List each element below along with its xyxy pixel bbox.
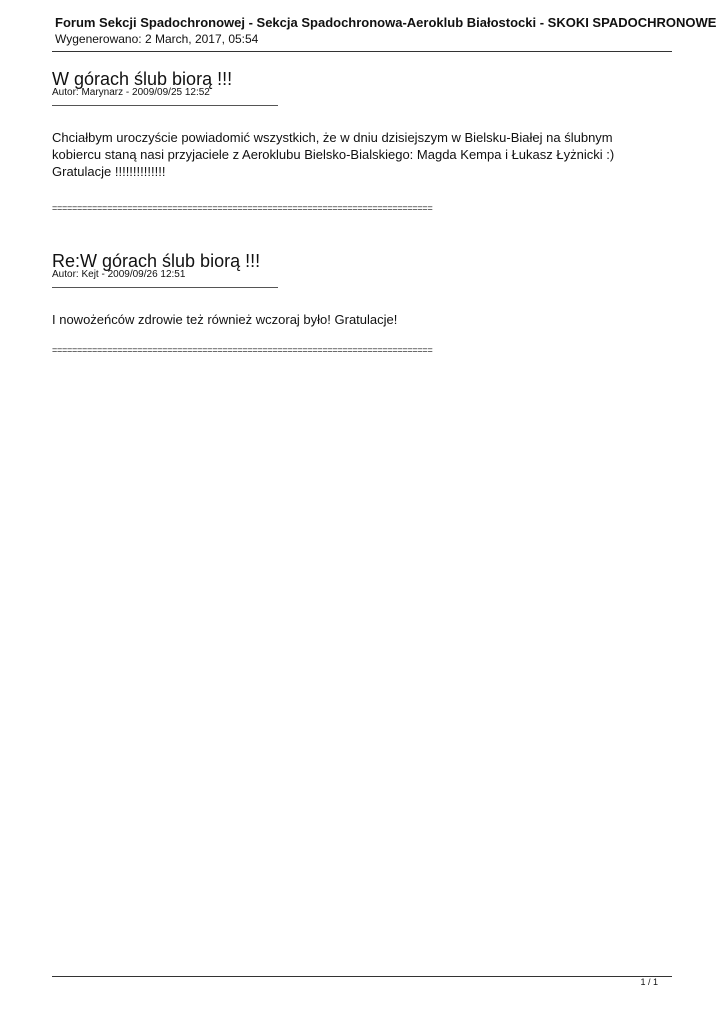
post-title: Re:W górach ślub biorą !!! <box>52 251 261 271</box>
post-title: W górach ślub biorą !!! <box>52 69 233 89</box>
post-paragraph: I nowożeńców zdrowie też również wczoraj było! Gratulacje! <box>52 312 398 327</box>
generated-date: Wygenerowano: 2 March, 2017, 05:54 <box>55 32 259 46</box>
post <box>52 252 652 355</box>
post-body <box>52 129 652 180</box>
post-divider <box>52 105 278 106</box>
post-paragraph: Gratulacje !!!!!!!!!!!!!! <box>52 164 166 179</box>
post-paragraph: Chciałbym uroczyście powiadomić wszystkich, że w dniu dzisiejszym w Bielsku-Białej na ślubnym kobiercu staną nasi przyjaciele z Aeroklubu Bielsko-Bialskiego: Magda Kempa i Łukasz Łyżnicki :) <box>52 130 615 162</box>
post-separator: ============================================================================ <box>52 203 433 213</box>
post-author-meta: Autor: Marynarz - 2009/09/25 12:52 <box>52 87 210 98</box>
page-header <box>52 13 717 52</box>
post-author-meta: Autor: Kejt - 2009/09/26 12:51 <box>52 269 186 280</box>
post-separator: ============================================================================ <box>52 345 433 355</box>
forum-title: Forum Sekcji Spadochronowej - Sekcja Spadochronowa-Aeroklub Białostocki - SKOKI SPADOCHRONOWE <box>55 15 717 30</box>
post <box>52 70 652 213</box>
post-body <box>52 311 652 328</box>
post-divider <box>52 287 278 288</box>
page-number: 1 / 1 <box>640 977 658 987</box>
page-footer <box>52 976 672 987</box>
